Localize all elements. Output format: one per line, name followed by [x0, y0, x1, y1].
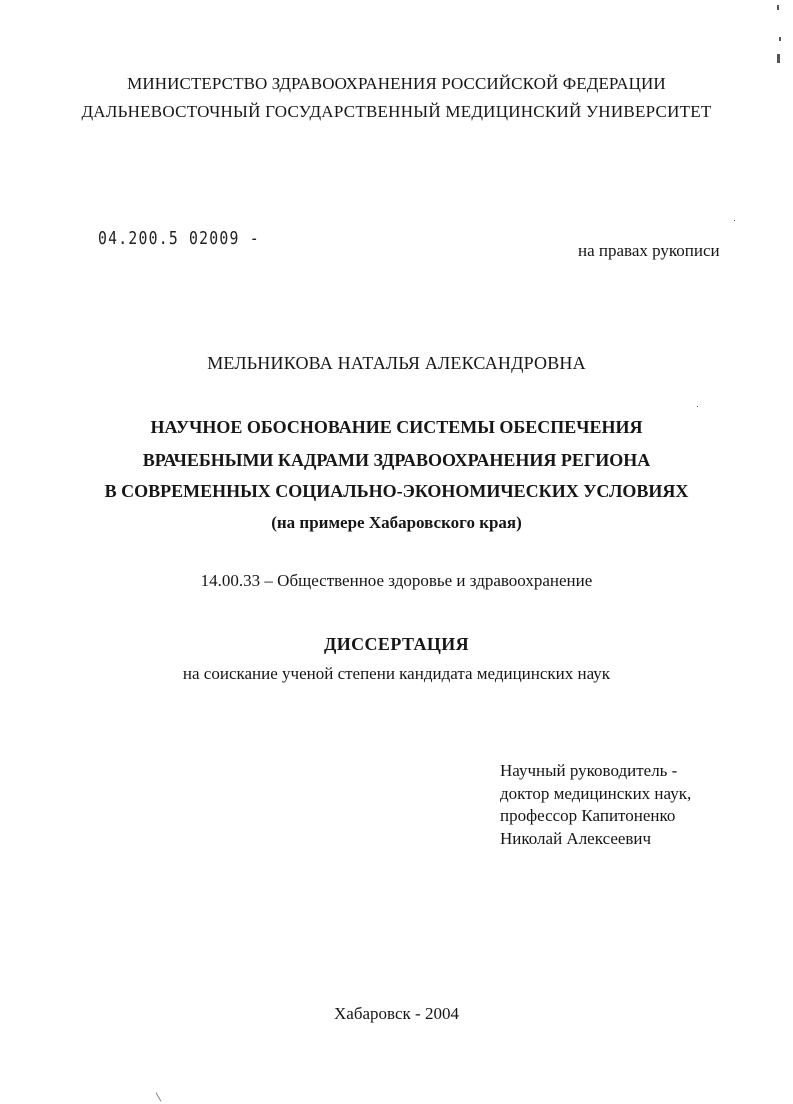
registration-stamp: 04.200.5 02009 -	[98, 228, 260, 249]
supervisor-line: доктор медицинских наук,	[500, 783, 692, 803]
scan-speck	[779, 37, 781, 41]
rights-note: на правах рукописи	[578, 241, 720, 260]
supervisor-block	[500, 760, 691, 850]
supervisor-line: Научный руководитель -	[500, 761, 678, 780]
supervisor-line: Николай Алексеевич	[500, 828, 652, 848]
scan-speck	[156, 1092, 162, 1101]
scan-speck	[734, 220, 735, 221]
scan-speck	[697, 406, 698, 407]
university-name: ДАЛЬНЕВОСТОЧНЫЙ ГОСУДАРСТВЕННЫЙ МЕДИЦИНСКИЙ УНИВЕРСИТЕТ	[81, 102, 712, 121]
supervisor-line: профессор Капитоненко	[500, 806, 676, 825]
scan-speck	[777, 54, 780, 63]
document-type: ДИССЕРТАЦИЯ	[323, 634, 470, 654]
scan-speck	[777, 5, 779, 10]
title-line-3: В СОВРЕМЕННЫХ СОЦИАЛЬНО-ЭКОНОМИЧЕСКИХ УСЛОВИЯХ	[104, 481, 689, 501]
title-line-2: ВРАЧЕБНЫМИ КАДРАМИ ЗДРАВООХРАНЕНИЯ РЕГИОНА	[142, 450, 651, 470]
title-subtitle: (на примере Хабаровского края)	[271, 513, 522, 532]
specialty-code: 14.00.33 – Общественное здоровье и здравоохранение	[200, 571, 593, 590]
title-line-1: НАУЧНОЕ ОБОСНОВАНИЕ СИСТЕМЫ ОБЕСПЕЧЕНИЯ	[150, 417, 643, 437]
author-name: МЕЛЬНИКОВА НАТАЛЬЯ АЛЕКСАНДРОВНА	[207, 353, 586, 373]
city-year: Хабаровск - 2004	[334, 1004, 459, 1023]
degree-line: на соискание ученой степени кандидата медицинских наук	[182, 664, 611, 683]
ministry-name: МИНИСТЕРСТВО ЗДРАВООХРАНЕНИЯ РОССИЙСКОЙ ФЕДЕРАЦИИ	[127, 74, 666, 93]
